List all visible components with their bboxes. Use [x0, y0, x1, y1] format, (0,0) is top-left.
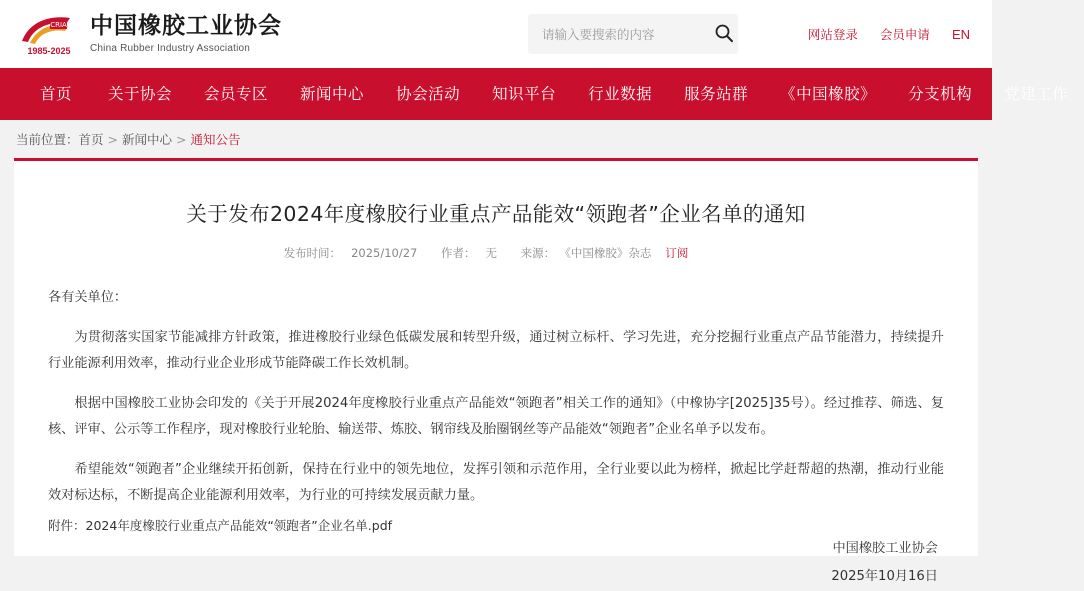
language-en-link[interactable]: EN [951, 26, 970, 42]
org-name-cn: 中国橡胶工业协会 [90, 12, 282, 39]
nav-item-home[interactable]: 首页 [40, 85, 73, 103]
nav-item-industry-data[interactable]: 行业数据 [588, 85, 653, 103]
breadcrumb [0, 120, 992, 158]
source [521, 246, 699, 260]
article-card [14, 158, 978, 584]
breadcrumb-item-news[interactable]: 新闻中心 [122, 132, 173, 147]
breadcrumb-prefix: 当前位置： [16, 132, 79, 147]
nav-item-news[interactable]: 新闻中心 [300, 85, 365, 103]
publish-time-label: 发布时间： [283, 246, 342, 260]
subscribe-link[interactable]: 订阅 [665, 246, 689, 260]
author-label: 作者： [441, 246, 476, 260]
article-signature [48, 535, 944, 591]
article-paragraph-4: 希望能效“领跑者”企业继续开拓创新，保持在行业中的领先地位，发挥引领和示范作用，全行业要以此为榜样，掀起比学赶帮超的热潮，推动行业能效对标达标，不断提高企业能源利用效率，为行业的可持续发展贡献力量。 [48, 462, 944, 503]
author-value: 无 [485, 246, 498, 260]
nav-item-members[interactable]: 会员专区 [204, 85, 269, 103]
signature-org: 中国橡胶工业协会 [832, 541, 938, 556]
source-label: 来源： [520, 246, 556, 260]
logo-mark [18, 12, 80, 56]
breadcrumb-separator-2: > [176, 131, 187, 147]
search-icon [714, 23, 734, 46]
nav-item-service-stations[interactable]: 服务站群 [684, 85, 749, 103]
article-paragraph-2: 为贯彻落实国家节能减排方针政策，推进橡胶行业绿色低碳发展和转型升级，通过树立标杆、学习先进，充分挖掘行业重点产品节能潜力，持续提升行业能源利用效率，推动行业企业形成节能降碳工作长效机制。 [48, 330, 944, 371]
nav-item-knowledge[interactable]: 知识平台 [492, 85, 557, 103]
site-logo[interactable] [18, 12, 282, 56]
search-box[interactable] [528, 14, 738, 54]
publish-time [284, 246, 431, 260]
nav-item-party-building[interactable]: 党建工作 [1004, 85, 1069, 103]
article-paragraph-3: 根据中国橡胶工业协会印发的《关于开展2024年度橡胶行业重点产品能效“领跑者”相关工作的通知》（中橡协字[2025]35号）。经过推荐、筛选、复核、评审、公示等工作程序，现对橡胶行业轮胎、输送带、炼胶、钢帘线及胎圈钢丝等产品能效“领跑者”企业名单予以发布。 [48, 396, 944, 437]
search-input[interactable] [528, 15, 708, 53]
breadcrumb-item-home[interactable]: 首页 [78, 132, 104, 147]
article-attachment[interactable] [48, 516, 392, 534]
site-header [0, 0, 992, 68]
nav-item-branches[interactable]: 分支机构 [908, 85, 973, 103]
main-nav [0, 68, 1069, 120]
attachment-name[interactable]: 2024年度橡胶行业重点产品能效“领跑者”企业名单.pdf [85, 518, 393, 533]
logo-swoosh-icon [20, 15, 78, 45]
site-login-link[interactable]: 网站登录 [807, 27, 858, 42]
nav-item-about[interactable]: 关于协会 [108, 85, 173, 103]
search-button[interactable] [708, 14, 740, 54]
header-links [808, 25, 970, 43]
breadcrumb-separator: > [107, 131, 119, 147]
signature-date: 2025年10月16日 [831, 569, 938, 584]
article-paragraph-1: 各有关单位： [48, 290, 128, 305]
source-value: 《中国橡胶》杂志 [565, 246, 652, 260]
nav-item-activities[interactable]: 协会活动 [396, 85, 461, 103]
logo-years: 1985-2025 [27, 46, 71, 56]
member-apply-link[interactable]: 会员申请 [879, 27, 930, 42]
breadcrumb-item-current: 通知公告 [190, 132, 241, 147]
svg-text:CRIA: CRIA [50, 21, 67, 29]
author [441, 246, 511, 260]
attachment-label: 附件： [48, 518, 86, 533]
nav-item-magazine[interactable]: 《中国橡胶》 [780, 85, 877, 103]
org-name-en: China Rubber Industry Association [90, 43, 251, 55]
article-body [48, 285, 944, 509]
publish-time-value: 2025/10/27 [351, 246, 418, 260]
article-meta [48, 245, 944, 261]
page-title: 关于发布2024年度橡胶行业重点产品能效“领跑者”企业名单的通知 [186, 202, 806, 226]
